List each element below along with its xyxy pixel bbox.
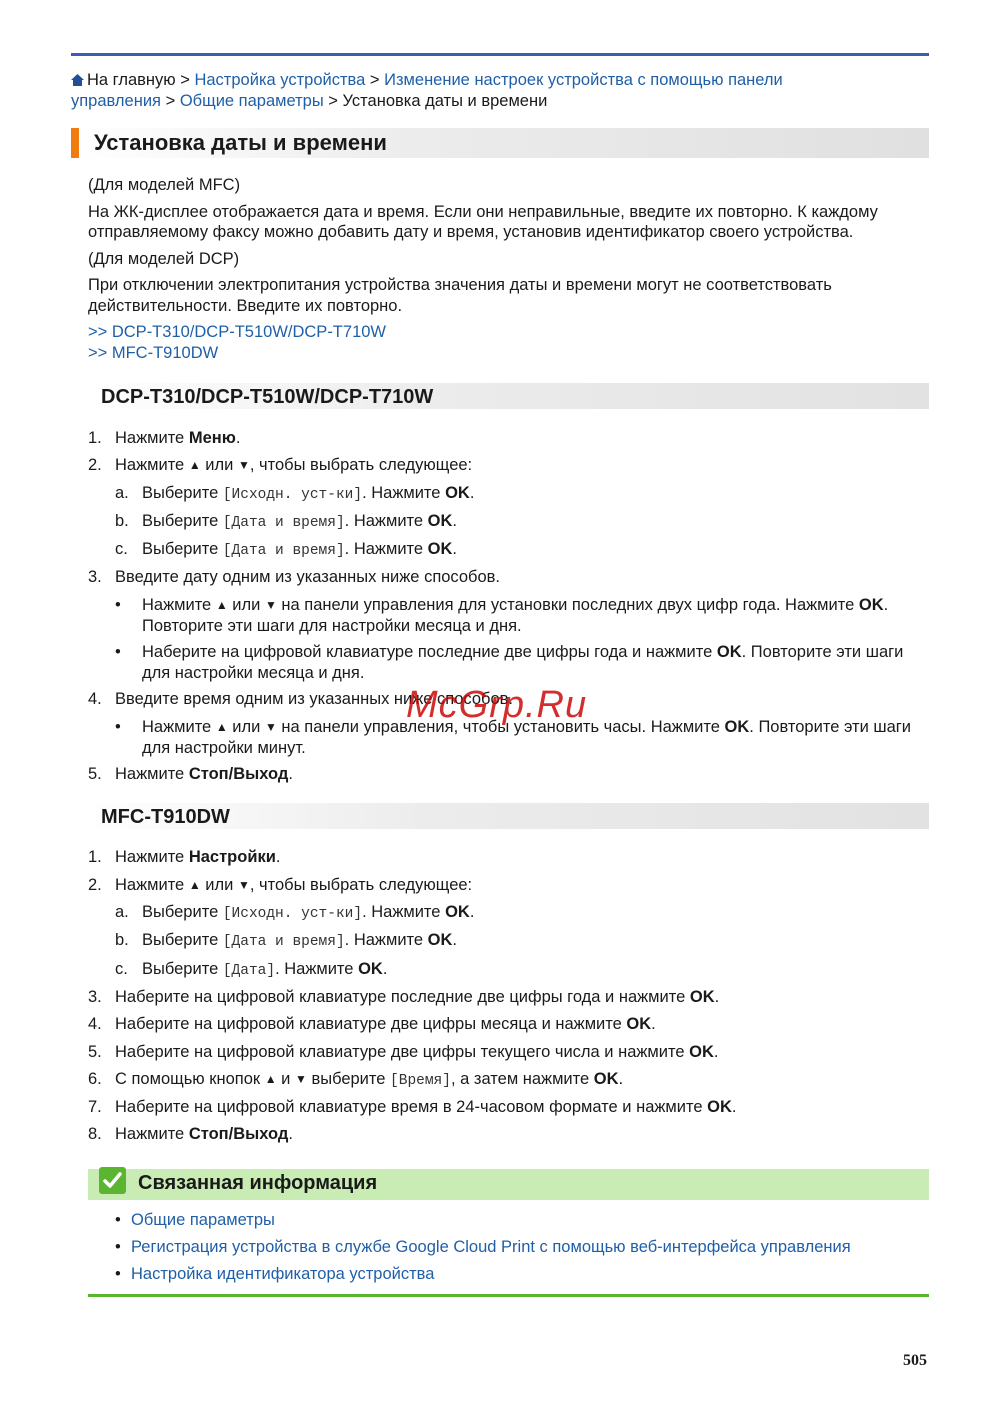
- up-arrow-icon: ▲: [188, 878, 201, 892]
- mfc-step-5: 5. Наберите на цифровой клавиатуре две цифры текущего числа и нажмите OK.: [88, 1043, 719, 1061]
- mfc-step-1: 1. Нажмите Настройки.: [88, 848, 281, 866]
- dcp-step-4: 4. Введите время одним из указанных ниже способов.: [88, 690, 513, 708]
- breadcrumb: На главную > Настройка устройства > Изменение настроек устройства с помощью панели управления > Общие параметры > Установка даты и времени: [71, 71, 783, 110]
- title-accent: [71, 128, 79, 158]
- link-dcp-models[interactable]: >> DCP-T310/DCP-T510W/DCP-T710W: [88, 323, 386, 341]
- breadcrumb-device-setup[interactable]: Настройка устройства: [194, 71, 366, 89]
- mfc-step-3: 3. Наберите на цифровой клавиатуре последние две цифры года и нажмите OK.: [88, 988, 720, 1006]
- watermark: McGrp.Ru: [406, 684, 588, 726]
- up-arrow-icon: ▲: [264, 1072, 277, 1086]
- mfc-step-2a: a. Выберите [Исходн. уст-ки]. Нажмите OK.: [115, 903, 475, 922]
- up-arrow-icon: ▲: [215, 598, 228, 612]
- breadcrumb-general[interactable]: Общие параметры: [179, 92, 324, 110]
- page-number: 505: [903, 1352, 927, 1369]
- page-title-bar: [71, 128, 929, 158]
- dcp-step-3: 3. Введите дату одним из указанных ниже способов.: [88, 568, 501, 586]
- dcp-step-2c: c. Выберите [Дата и время]. Нажмите OK.: [115, 540, 458, 559]
- dcp-step-2: 2. Нажмите ▲ или ▼, чтобы выбрать следующее:: [88, 456, 473, 474]
- related-info-bar: [88, 1169, 929, 1200]
- up-arrow-icon: ▲: [188, 458, 201, 472]
- dcp-bullet-2: • Наберите на цифровой клавиатуре последние две цифры года и нажмите OK. Повторите эти шаги для настройки месяца и дня.: [115, 643, 904, 682]
- breadcrumb-home[interactable]: На главную: [87, 71, 176, 89]
- bottom-rule: [88, 1294, 929, 1297]
- section-mfc-heading: MFC-T910DW: [101, 806, 230, 828]
- top-rule: [71, 53, 929, 56]
- mfc-step-8: 8. Нажмите Стоп/Выход.: [88, 1125, 293, 1143]
- dcp-step-1: 1. Нажмите Меню.: [88, 429, 241, 447]
- down-arrow-icon: ▼: [237, 458, 250, 472]
- dcp-step-2b: b. Выберите [Дата и время]. Нажмите OK.: [115, 512, 458, 531]
- breadcrumb-change-settings[interactable]: Изменение настроек устройства с помощью панели: [384, 71, 783, 89]
- up-arrow-icon: ▲: [215, 720, 228, 734]
- home-icon[interactable]: [71, 74, 84, 86]
- down-arrow-icon: ▼: [294, 1072, 307, 1086]
- section-dcp-heading: DCP-T310/DCP-T510W/DCP-T710W: [101, 386, 434, 408]
- down-arrow-icon: ▼: [237, 878, 250, 892]
- dcp-step-2a: a. Выберите [Исходн. уст-ки]. Нажмите OK.: [115, 484, 475, 503]
- related-info-heading: Связанная информация: [138, 1172, 378, 1194]
- mfc-step-2: 2. Нажмите ▲ или ▼, чтобы выбрать следующее:: [88, 876, 473, 894]
- mfc-note: (Для моделей MFC): [88, 176, 241, 194]
- down-arrow-icon: ▼: [264, 720, 277, 734]
- mfc-step-4: 4. Наберите на цифровой клавиатуре две цифры месяца и нажмите OK.: [88, 1015, 656, 1033]
- page-title: Установка даты и времени: [94, 130, 387, 155]
- section-mfc-heading-bar: [88, 803, 929, 829]
- mfc-step-7: 7. Наберите на цифровой клавиатуре время в 24-часовом формате и нажмите OK.: [88, 1098, 737, 1116]
- link-mfc-model[interactable]: >> MFC-T910DW: [88, 343, 219, 362]
- intro: (Для моделей MFC) На ЖК-дисплее отображается дата и время. Если они неправильные, введите их повторно. К каждому отправляемому факсу можно добавить дату и время, установив идентификатор своего устройства. (Для моделей DCP) При отключении электропитания устройства значения даты и времени могут не соответствовать действительности. Введите их повторно. >> DCP-T310/DCP-T510W/DCP-T710W >> MFC-T910DW: [88, 175, 928, 363]
- dcp-bullet-3: • Нажмите ▲ или ▼ на панели управления, чтобы установить часы. Нажмите OK. Повторите эти шаги для настройки минут.: [115, 718, 912, 757]
- section-dcp-heading-bar: [88, 383, 929, 409]
- mfc-step-2b: b. Выберите [Дата и время]. Нажмите OK.: [115, 931, 458, 950]
- checkmark-icon: [99, 1167, 126, 1194]
- related-link-general[interactable]: Общие параметры: [131, 1211, 275, 1229]
- breadcrumb-change-settings-2[interactable]: управления: [71, 92, 161, 110]
- related-link-google-cloud-print[interactable]: Регистрация устройства в службе Google Cloud Print с помощью веб-интерфейса управления: [131, 1238, 851, 1256]
- mfc-step-6: 6. С помощью кнопок ▲ и ▼ выберите [Время], а затем нажмите OK.: [88, 1070, 624, 1089]
- dcp-note: (Для моделей DCP): [88, 249, 240, 268]
- dcp-step-5: 5. Нажмите Стоп/Выход.: [88, 765, 293, 783]
- related-link-station-id[interactable]: Настройка идентификатора устройства: [131, 1265, 435, 1283]
- mfc-step-2c: c. Выберите [Дата]. Нажмите OK.: [115, 960, 388, 979]
- dcp-bullet-1: • Нажмите ▲ или ▼ на панели управления для установки последних двух цифр года. Нажмите OK. Повторите эти шаги для настройки месяца и дня.: [115, 596, 889, 635]
- down-arrow-icon: ▼: [264, 598, 277, 612]
- breadcrumb-current: Установка даты и времени: [342, 92, 548, 110]
